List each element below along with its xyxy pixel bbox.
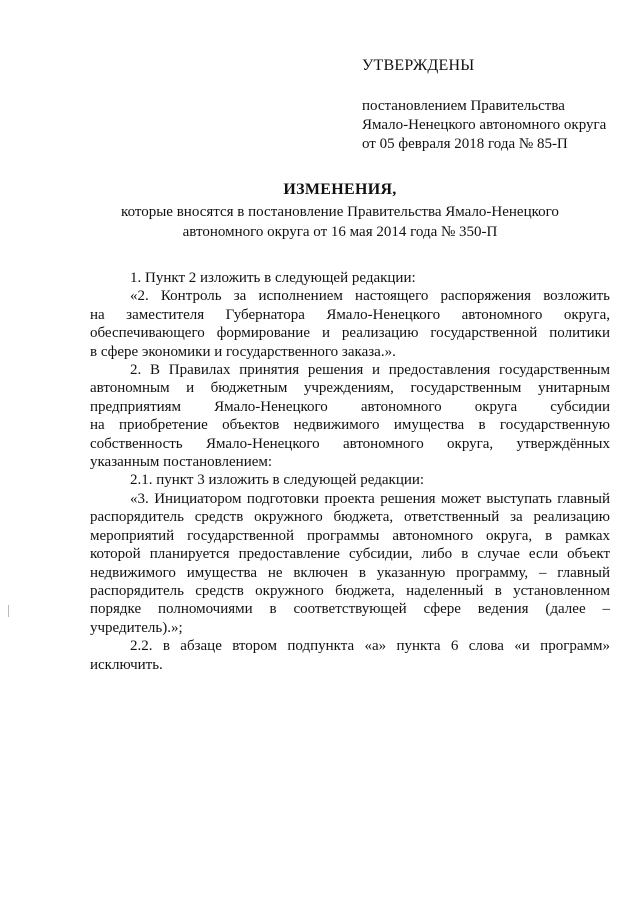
- approval-line-1: постановлением Правительства: [362, 98, 565, 114]
- paragraph-6-line-1: 2.2. в абзаце втором подпункта «а» пункта 6 слова «и программ»: [130, 638, 610, 655]
- document-subtitle-line-2: автономного округа от 16 мая 2014 года № 350-П: [182, 224, 498, 240]
- document-title-block: [80, 180, 600, 242]
- approval-heading: УТВЕРЖДЕНЫ: [362, 57, 475, 74]
- paragraph-5-line-6: распорядитель средств окружного бюджета, наделенный в установленном: [90, 582, 610, 599]
- paragraph-5-line-8: учредитель).»;: [90, 619, 183, 636]
- approval-line-3: от 05 февраля 2018 года № 85-П: [362, 136, 568, 152]
- document-body: [90, 269, 610, 674]
- paragraph-2-line-3: обеспечивающего формирование и реализацию государственной политики: [90, 325, 610, 342]
- paragraph-2-line-1: «2. Контроль за исполнением настоящего распоряжения возложить: [130, 288, 610, 305]
- margin-mark: [8, 605, 9, 617]
- paragraph-6-line-2: исключить.: [90, 656, 163, 673]
- document-title: ИЗМЕНЕНИЯ,: [283, 181, 397, 198]
- paragraph-3-line-2: автономным и бюджетным учреждениям, государственным унитарным: [90, 380, 610, 397]
- paragraph-5-line-3: мероприятий государственной программы автономного округа, в рамках: [90, 527, 610, 544]
- paragraph-2-line-2: на заместителя Губернатора Ямало-Ненецкого автономного округа,: [90, 306, 610, 323]
- paragraph-3-line-3: предприятиям Ямало-Ненецкого автономного округа субсидии: [90, 398, 610, 415]
- paragraph-1: 1. Пункт 2 изложить в следующей редакции:: [130, 270, 416, 286]
- paragraph-3-line-1: 2. В Правилах принятия решения и предоставления государственным: [130, 362, 610, 379]
- paragraph-5-line-4: которой планируется предоставление субсидии, либо в случае если объект: [90, 546, 610, 563]
- paragraph-4: 2.1. пункт 3 изложить в следующей редакции:: [130, 472, 425, 489]
- approval-line-2: Ямало-Ненецкого автономного округа: [362, 117, 607, 133]
- paragraph-5-line-1: «3. Инициатором подготовки проекта решения может выступать главный: [130, 490, 610, 507]
- paragraph-5-line-7: порядке полномочиями в соответствующей сфере ведения (далее –: [90, 601, 610, 618]
- document-subtitle-line-1: которые вносятся в постановление Правительства Ямало-Ненецкого: [121, 204, 559, 220]
- paragraph-5-line-2: распорядитель средств окружного бюджета, ответственный за реализацию: [90, 509, 610, 526]
- approval-stamp: [362, 56, 622, 154]
- paragraph-2-line-4: в сфере экономики и государственного заказа.».: [90, 343, 396, 360]
- paragraph-3-line-6: указанным постановлением:: [90, 454, 273, 471]
- paragraph-3-line-4: на приобретение объектов недвижимого имущества в государственную: [90, 417, 610, 434]
- paragraph-3-line-5: собственность Ямало-Ненецкого автономного округа, утверждённых: [90, 435, 610, 452]
- paragraph-5-line-5: недвижимого имущества не включен в указанную программу, – главный: [90, 564, 610, 581]
